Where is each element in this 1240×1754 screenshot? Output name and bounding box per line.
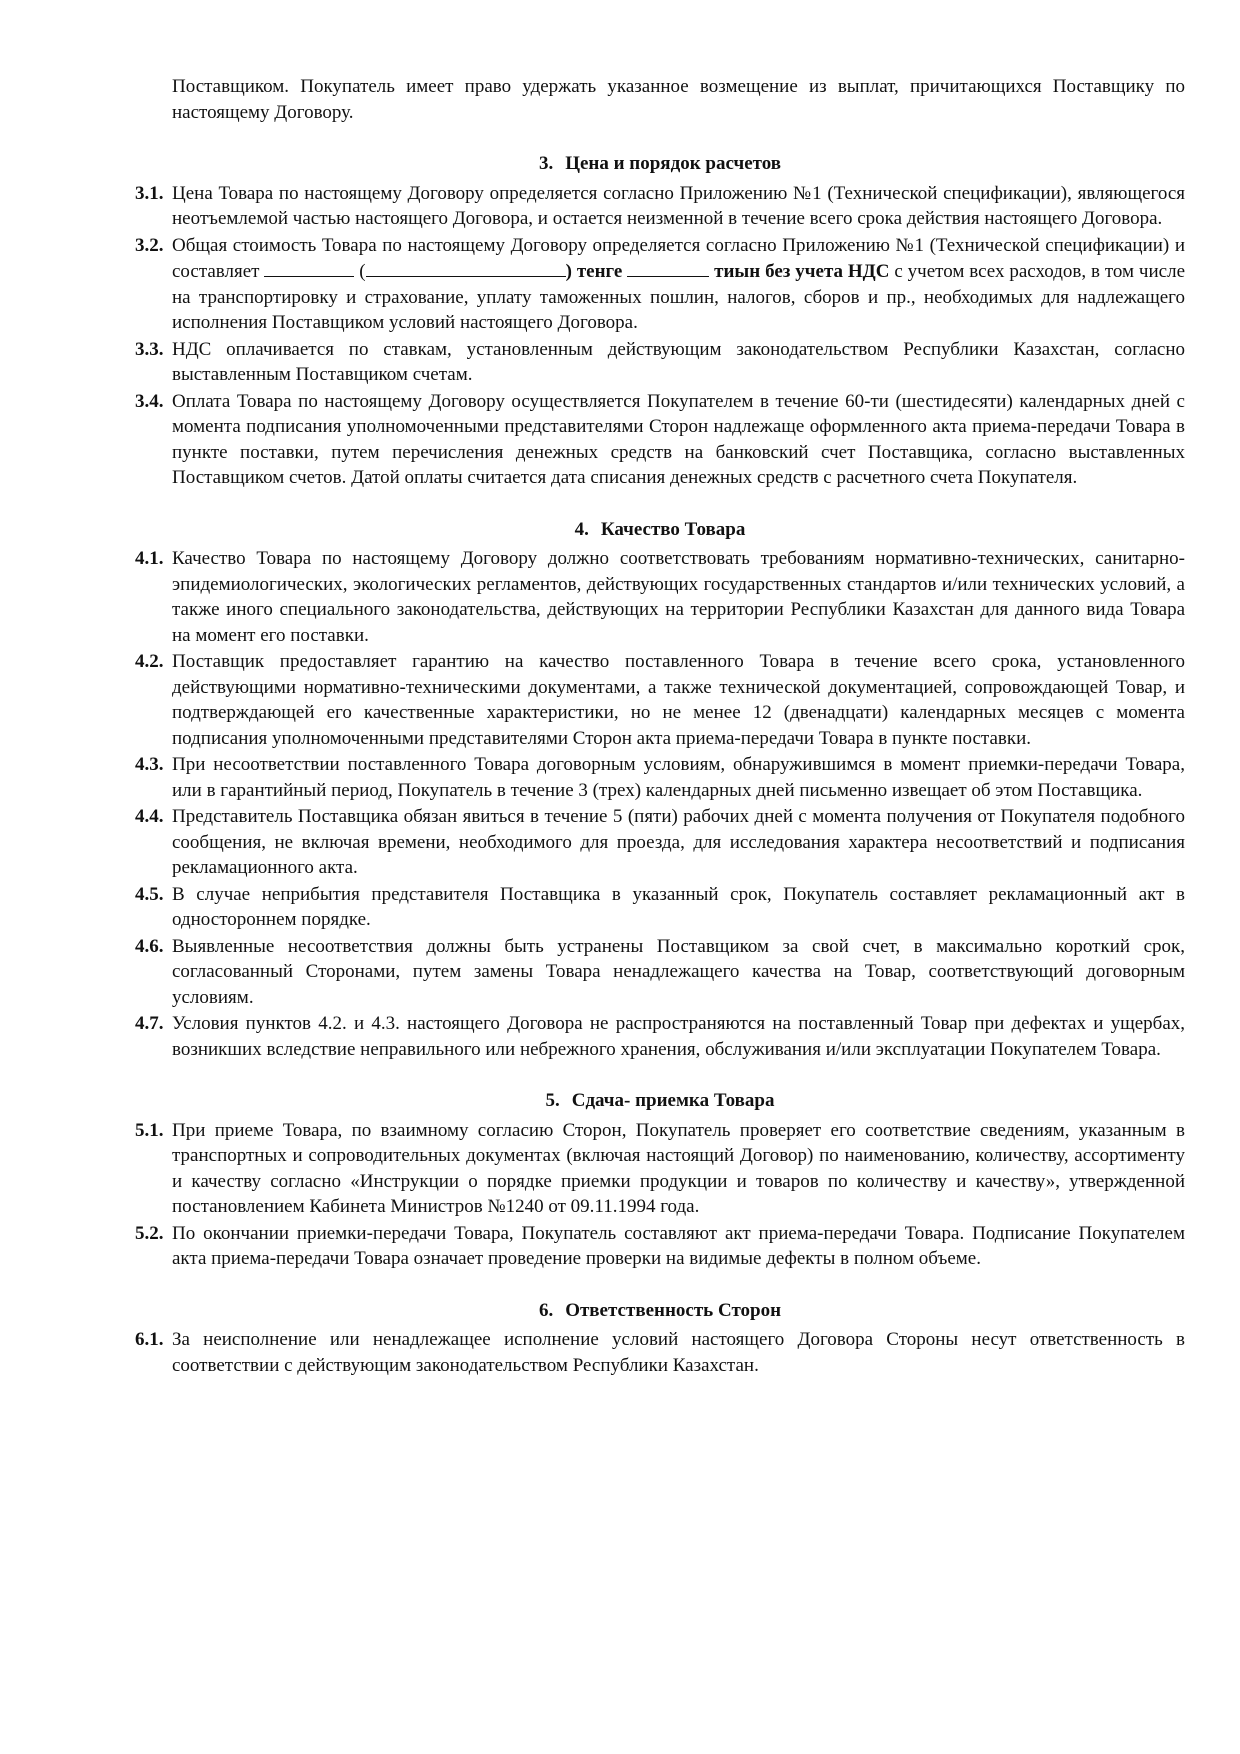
section-3-heading	[135, 151, 1185, 177]
clause-text: При несоответствии поставленного Товара договорным условиям, обнаружившимся в момент приемки-передачи Товара, или в гарантийный период, Покупатель в течение 3 (трех) календарных дней письменно извещает об этом Поставщика.	[172, 754, 1185, 801]
clause-number: 3.1.	[135, 182, 164, 204]
clause-number: 6.1.	[135, 1329, 164, 1350]
tiyn-label: тиын без	[714, 261, 791, 282]
clause-number: 4.6.	[135, 935, 164, 957]
clause-3-4	[135, 389, 1185, 491]
clause-text: Качество Товара по настоящему Договору должно соответствовать требованиям нормативно-технических, санитарно-эпидемиологических, экологических регламентов, действующих государственных стандартов и/или технических условий, а также иного специального законодательства, действующих на территории Республики Казахстан для данного вида Товара на момент его поставки.	[172, 548, 1185, 646]
clause-number: 5.1.	[135, 1119, 164, 1141]
clause-4-5	[135, 882, 1185, 933]
clause-text: За неисполнение или ненадлежащее исполнение условий настоящего Договора Стороны несут ответственность в соответствии с действующим законодательством Республики Казахстан.	[172, 1329, 1185, 1376]
clause-5-1	[135, 1118, 1185, 1220]
clause-number: 5.2.	[135, 1222, 164, 1244]
section-number: 6.	[538, 1299, 554, 1321]
intro-paragraph: Поставщиком. Покупатель имеет право удержать указанное возмещение из выплат, причитающихся Поставщику по настоящему Договору.	[172, 76, 1185, 123]
clause-5-2	[135, 1221, 1185, 1272]
section-5-heading	[135, 1088, 1185, 1114]
clause-number: 4.2.	[135, 651, 164, 672]
clause-text: Цена Товара по настоящему Договору определяется согласно Приложению №1 (Технической спецификации), являющегося неотъемлемой частью настоящего Договора, и остается неизменной в течение всего срока действия настоящего Договора.	[172, 182, 1185, 229]
section-title: Качество Товара	[600, 518, 746, 540]
clause-text: Выявленные несоответствия должны быть устранены Поставщиком за свой счет, в максимально короткий срок, согласованный Сторонами, путем замены Товара ненадлежащего качества на Товар, соответствующий договорным условиям.	[172, 935, 1185, 1008]
clause-text: Оплата Товара по настоящему Договору осуществляется Покупателем в течение 60-ти (шестидесяти) календарных дней с момента подписания уполномоченными представителями Сторон надлежаще оформленного акта приема-передачи Товара в пункте поставки, путем перечисления денежных средств на банковский счет Поставщика, согласно выставленных Поставщиком счетов. Датой оплаты считается дата списания денежных средств с расчетного счета Покупателя.	[172, 390, 1185, 488]
clause-4-4	[135, 804, 1185, 881]
clause-number: 4.7.	[135, 1013, 164, 1034]
tenge-label: ) тенге	[565, 261, 623, 282]
clause-text: Условия пунктов 4.2. и 4.3. настоящего Договора не распространяются на поставленный Товар при дефектах и ущербах, возникших вследствие неправильного или небрежного хранения, обслуживания и/или эксплуатации Покупателем Товара.	[172, 1013, 1185, 1060]
amount-words-blank	[366, 258, 566, 277]
section-6-heading	[135, 1298, 1185, 1324]
section-title: Цена и порядок расчетов	[565, 153, 782, 174]
open-paren: (	[359, 261, 366, 282]
section-4-heading	[135, 517, 1185, 543]
section-title: Ответственность Сторон	[565, 1299, 782, 1321]
clause-3-2-part1: Общая стоимость Товара по настоящему Договору определяется согласно Приложению №1 (Технической спецификации) и составляет	[172, 234, 1185, 282]
clause-text: При приеме Товара, по взаимному согласию Сторон, Покупатель проверяет его соответствие сведениям, указанным в транспортных и сопроводительных документах (включая настоящий Договор) по наименованию, количеству, ассортименту и качеству согласно «Инструкции о порядке приемки продукции и товаров по количеству и качеству», утвержденной постановлением Кабинета Министров №1240 от 09.11.1994 года.	[172, 1119, 1185, 1217]
clause-number: 3.4.	[135, 390, 164, 412]
section-title: Сдача- приемка Товара	[571, 1090, 775, 1111]
clause-number: 3.2.	[135, 234, 164, 256]
clause-text: Поставщик предоставляет гарантию на качество поставленного Товара в течение всего срока, установленного действующими нормативно-техническими документами, а также технической документацией, сопровождающей Товар, и подтверждающей его качественные характеристики, но не менее 12 (двенадцати) календарных месяцев с момента подписания уполномоченными представителями Сторон акта приема-передачи Товара в пункте поставки.	[172, 651, 1185, 749]
clause-4-7	[135, 1011, 1185, 1062]
clause-number: 4.1.	[135, 548, 164, 569]
section-number: 4.	[574, 518, 589, 540]
clause-6-1	[135, 1327, 1185, 1378]
clause-text: По окончании приемки-передачи Товара, Покупатель составляют акт приема-передачи Товара. Подписание Покупателем акта приема-передачи Товара означает проведение проверки на видимые дефекты в полном объеме.	[172, 1222, 1185, 1269]
clause-text: В случае неприбытия представителя Поставщика в указанный срок, Покупатель составляет рекламационный акт в одностороннем порядке.	[172, 883, 1185, 930]
clause-4-3	[135, 752, 1185, 803]
clause-number: 4.4.	[135, 806, 164, 827]
clause-3-2	[135, 233, 1185, 336]
clause-number: 4.5.	[135, 883, 164, 905]
clause-text: НДС оплачивается по ставкам, установленным действующим законодательством Республики Казахстан, согласно выставленным Поставщиком счетам.	[172, 338, 1185, 385]
clause-3-3	[135, 337, 1185, 388]
vat-label: учета НДС	[795, 261, 890, 282]
clause-4-6	[135, 934, 1185, 1011]
clause-text: Представитель Поставщика обязан явиться в течение 5 (пяти) рабочих дней с момента получения от Покупателя подобного сообщения, не включая времени, необходимого для проезда, для исследования характера несоответствий и подписания рекламационного акта.	[172, 806, 1185, 878]
amount-blank	[264, 258, 354, 277]
clause-3-2-part2: с учетом всех расходов, в том числе на транспортировку и страхование, уплату таможенных пошлин, налогов, сборов и пр., необходимых для надлежащего исполнения Поставщиком условий настоящего Договора.	[172, 261, 1186, 333]
clause-3-1	[135, 181, 1185, 232]
clause-number: 4.3.	[135, 754, 164, 775]
clause-4-1	[135, 546, 1185, 648]
clause-4-2	[135, 649, 1185, 751]
section-number: 5.	[545, 1090, 560, 1111]
tiyn-blank	[627, 258, 709, 277]
clause-text	[172, 233, 1185, 336]
section-number: 3.	[538, 153, 554, 174]
clause-number: 3.3.	[135, 338, 164, 360]
